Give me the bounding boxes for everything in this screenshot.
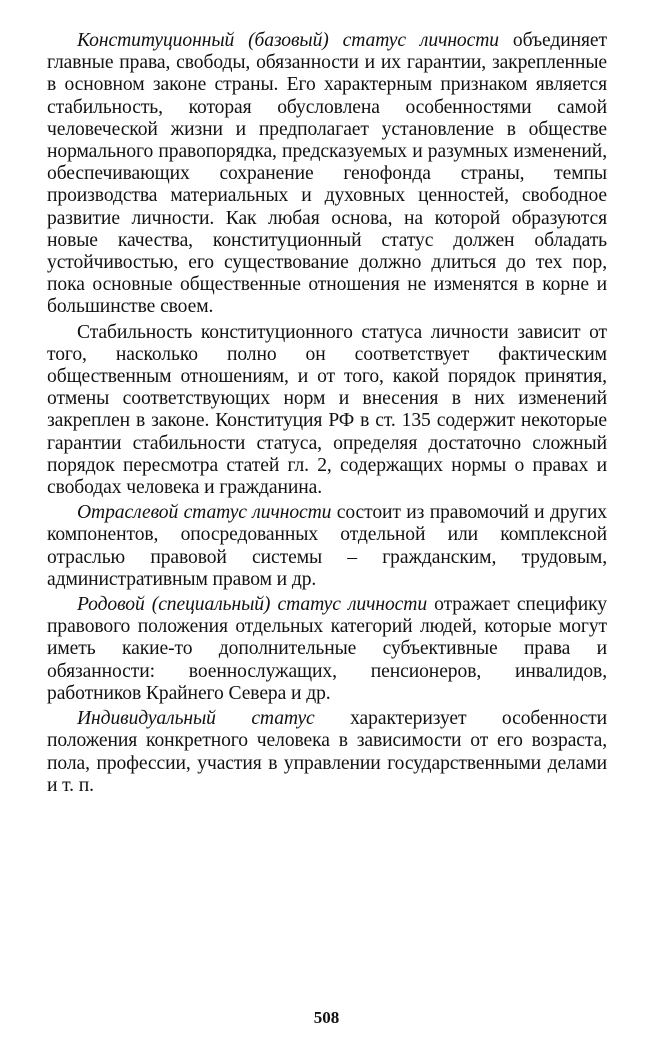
paragraph-generic-status <box>47 594 607 705</box>
term-constitutional-status: Конституционный (базовый) статус личности <box>77 30 499 51</box>
paragraph-text: состоит из правомочий и других компонентов, опосредованных отдельной или комплексной отраслью правовой системы – гражданским, трудовым, административным правом и др. <box>47 502 607 590</box>
page-number: 508 <box>313 1008 340 1027</box>
paragraph-text: отражает специфику правового положения отдельных категорий людей, которые могут иметь какие-то дополнительные субъективные права и обязанности: военнослужащих, пенсионеров, инвалидов, работников Крайнего Севера и др. <box>47 594 608 704</box>
paragraph-text: Стабильность конституционного статуса личности зависит от того, насколько полно он соответствует фактическим общественным отношениям, и от того, какой порядок принятия, отмены соответствующих норм и внесения в них изменений закреплен в законе. Конституция РФ в ст. 135 содержит некоторые гарантии стабильности статуса, определяя достаточно сложный порядок пересмотра статей гл. 2, содержащих нормы о правах и свободах человека и гражданина. <box>47 321 607 499</box>
term-branch-status: Отраслевой статус личности <box>77 502 332 524</box>
page-body <box>47 30 607 800</box>
paragraph-constitutional-status <box>47 30 607 319</box>
term-generic-status: Родовой (специальный) статус личности <box>77 594 428 616</box>
paragraph-branch-status <box>47 502 607 591</box>
term-individual-status: Индивидуальный статус <box>77 708 315 730</box>
paragraph-stability <box>47 322 607 500</box>
paragraph-text: объединяет главные права, свободы, обязанности и их гарантии, закрепленные в основном законе страны. Его характерным признаком является стабильность, которая обусловлена особенностями самой человеческой жизни и предполагает установление в обществе нормального правопорядка, предсказуемых и разумных изменений, обеспечивающих сохранение генофонда страны, темпы производства материальных и духовных ценностей, свободное развитие личности. Как любая основа, на которой образуются новые качества, конституционный статус должен обладать устойчивостью, его существование должно длиться до тех пор, пока основные общественные отношения не изменятся в корне и большинстве своем. <box>47 30 607 318</box>
paragraph-individual-status <box>47 708 607 797</box>
paragraph-text: характеризует особенности положения конкретного человека в зависимости от его возраста, пола, профессии, участия в управлении государственными делами и т. п. <box>47 708 608 796</box>
